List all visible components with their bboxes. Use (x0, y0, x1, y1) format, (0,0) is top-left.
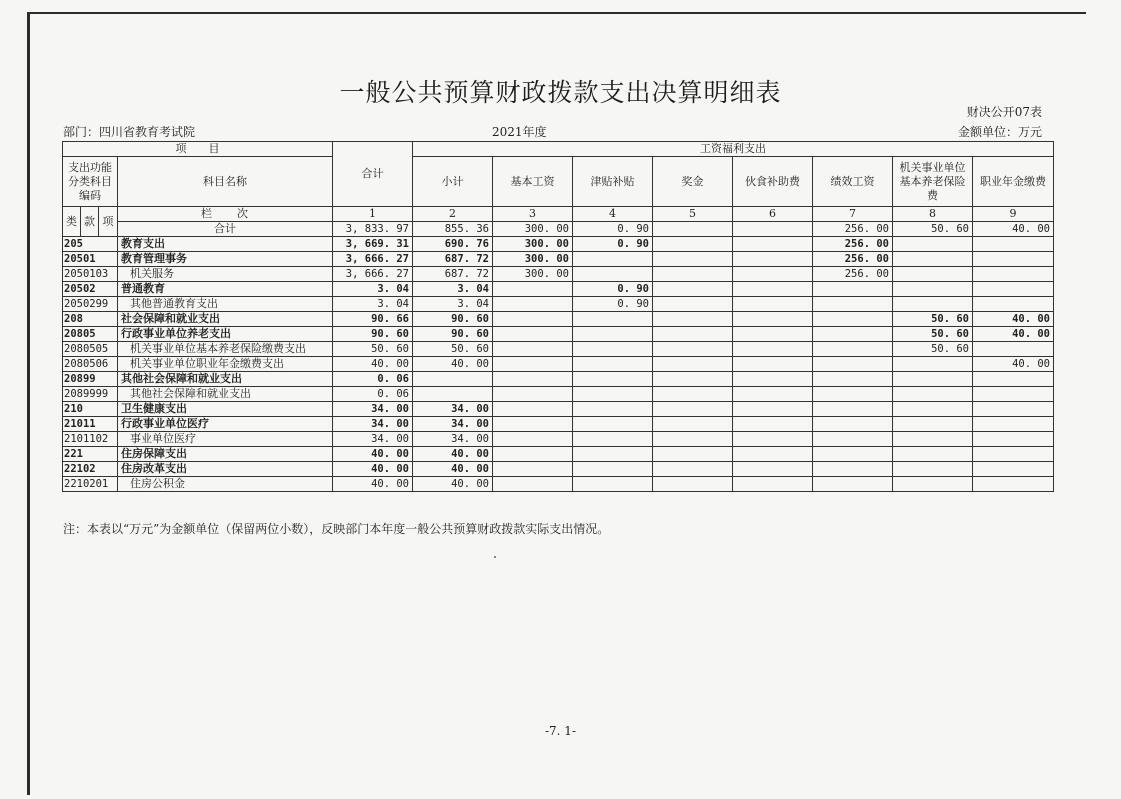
row-value (493, 297, 573, 312)
row-value (973, 477, 1054, 492)
row-value (973, 267, 1054, 282)
row-value (653, 432, 733, 447)
row-value (653, 342, 733, 357)
row-value (493, 327, 573, 342)
table-row (63, 417, 1054, 432)
table-row (63, 312, 1054, 327)
row-value (653, 462, 733, 477)
row-value: 0. 90 (573, 297, 653, 312)
row-value (493, 312, 573, 327)
col-number: 5 (653, 207, 733, 222)
row-value (733, 327, 813, 342)
total-value: 855. 36 (413, 222, 493, 237)
row-value: 3, 666. 27 (333, 252, 413, 267)
row-value (653, 252, 733, 267)
row-value (493, 342, 573, 357)
row-name: 住房公积金 (118, 477, 333, 492)
page-number: -7. 1- (544, 724, 576, 738)
top-border-line (28, 12, 1086, 14)
row-name: 卫生健康支出 (118, 402, 333, 417)
lei-header: 类 (63, 207, 81, 237)
row-value (653, 372, 733, 387)
row-value (573, 462, 653, 477)
row-value: 0. 06 (333, 387, 413, 402)
row-value: 0. 06 (333, 372, 413, 387)
row-value (973, 372, 1054, 387)
row-value (733, 432, 813, 447)
row-value (973, 402, 1054, 417)
page-title: 一般公共预算财政拨款支出决算明细表 (339, 78, 782, 107)
row-value (813, 387, 893, 402)
row-value: 300. 00 (493, 252, 573, 267)
table-row (63, 282, 1054, 297)
row-value (733, 477, 813, 492)
col-number: 1 (333, 207, 413, 222)
row-value (653, 282, 733, 297)
row-code: 2080505 (63, 342, 118, 357)
row-value: 34. 00 (333, 432, 413, 447)
row-value (813, 477, 893, 492)
row-value (813, 357, 893, 372)
row-value (733, 462, 813, 477)
row-value (973, 447, 1054, 462)
row-code: 2050103 (63, 267, 118, 282)
row-code: 20502 (63, 282, 118, 297)
row-value (893, 432, 973, 447)
row-name: 住房改革支出 (118, 462, 333, 477)
row-name: 其他社会保障和就业支出 (118, 372, 333, 387)
row-value (733, 447, 813, 462)
row-code: 205 (63, 237, 118, 252)
row-value (653, 267, 733, 282)
row-value: 3. 04 (413, 297, 493, 312)
row-value (813, 432, 893, 447)
row-name: 其他普通教育支出 (118, 297, 333, 312)
row-value: 687. 72 (413, 252, 493, 267)
row-name: 社会保障和就业支出 (118, 312, 333, 327)
row-value: 90. 60 (413, 312, 493, 327)
row-value (973, 417, 1054, 432)
row-name: 机关事业单位基本养老保险缴费支出 (118, 342, 333, 357)
row-value (573, 357, 653, 372)
table-row (63, 372, 1054, 387)
col-number: 6 (733, 207, 813, 222)
row-value (733, 237, 813, 252)
row-value: 40. 00 (973, 327, 1054, 342)
row-value: 3. 04 (413, 282, 493, 297)
row-value (493, 432, 573, 447)
row-value (653, 327, 733, 342)
table-row (63, 387, 1054, 402)
row-value: 300. 00 (493, 267, 573, 282)
lanci-label: 栏 次 (118, 207, 333, 222)
col-number: 2 (413, 207, 493, 222)
col-number: 7 (813, 207, 893, 222)
left-border-line (27, 12, 30, 795)
row-value (733, 312, 813, 327)
row-value (413, 372, 493, 387)
row-value: 40. 00 (413, 462, 493, 477)
row-value (893, 297, 973, 312)
col-number: 9 (973, 207, 1054, 222)
expenditure-table (62, 141, 1054, 492)
row-value (573, 327, 653, 342)
row-name: 教育管理事务 (118, 252, 333, 267)
row-value: 50. 60 (333, 342, 413, 357)
kuan-header: 款 (81, 207, 99, 237)
row-code: 2089999 (63, 387, 118, 402)
row-value (573, 402, 653, 417)
row-value (733, 402, 813, 417)
row-value: 40. 00 (413, 477, 493, 492)
row-value (493, 447, 573, 462)
item-header: 项 目 (63, 142, 333, 157)
row-value (893, 357, 973, 372)
row-value: 256. 00 (813, 237, 893, 252)
row-value (733, 417, 813, 432)
row-name: 住房保障支出 (118, 447, 333, 462)
row-value (893, 417, 973, 432)
row-name: 事业单位医疗 (118, 432, 333, 447)
row-value (653, 477, 733, 492)
row-code: 2080506 (63, 357, 118, 372)
total-row-label: 合计 (118, 222, 333, 237)
row-value: 0. 90 (573, 282, 653, 297)
row-value: 50. 60 (893, 327, 973, 342)
name-column-header: 科目名称 (118, 157, 333, 207)
row-value (493, 372, 573, 387)
row-value (653, 447, 733, 462)
bonus-header: 奖金 (653, 157, 733, 207)
table-row (63, 327, 1054, 342)
row-value: 50. 60 (893, 342, 973, 357)
table-row (63, 432, 1054, 447)
row-value (813, 297, 893, 312)
row-value (573, 432, 653, 447)
total-header: 合计 (333, 142, 413, 207)
row-value (493, 387, 573, 402)
row-name: 教育支出 (118, 237, 333, 252)
row-value (573, 312, 653, 327)
row-value: 34. 00 (413, 417, 493, 432)
row-value: 40. 00 (413, 357, 493, 372)
row-code: 20805 (63, 327, 118, 342)
row-value (893, 267, 973, 282)
row-value (733, 387, 813, 402)
table-row (63, 267, 1054, 282)
row-code: 208 (63, 312, 118, 327)
row-value (893, 282, 973, 297)
row-value (493, 402, 573, 417)
row-value: 34. 00 (413, 402, 493, 417)
row-value (893, 372, 973, 387)
row-name: 行政事业单位医疗 (118, 417, 333, 432)
department-label: 部门：四川省教育考试院 (63, 125, 196, 139)
table-row (63, 237, 1054, 252)
row-value (813, 312, 893, 327)
row-value (813, 402, 893, 417)
row-code: 20899 (63, 372, 118, 387)
basic-wage-header: 基本工资 (493, 157, 573, 207)
row-value (493, 357, 573, 372)
row-value: 3, 666. 27 (333, 267, 413, 282)
row-value (653, 237, 733, 252)
row-value (893, 462, 973, 477)
row-value: 3. 04 (333, 282, 413, 297)
row-value (973, 252, 1054, 267)
row-value (493, 282, 573, 297)
row-value (573, 372, 653, 387)
row-value: 40. 00 (333, 447, 413, 462)
table-row (63, 402, 1054, 417)
row-value (813, 342, 893, 357)
performance-wage-header: 绩效工资 (813, 157, 893, 207)
row-value (653, 387, 733, 402)
row-value: 3, 669. 31 (333, 237, 413, 252)
row-value (813, 447, 893, 462)
row-value (973, 462, 1054, 477)
row-code: 2210201 (63, 477, 118, 492)
col-number: 3 (493, 207, 573, 222)
total-row (63, 222, 1054, 237)
wage-group-header: 工资福利支出 (413, 142, 1054, 157)
row-name: 其他社会保障和就业支出 (118, 387, 333, 402)
row-value (653, 402, 733, 417)
amount-unit: 金额单位：万元 (957, 125, 1042, 139)
row-code: 2050299 (63, 297, 118, 312)
row-value (893, 402, 973, 417)
form-number: 财决公开07表 (966, 105, 1042, 119)
col-number: 8 (893, 207, 973, 222)
table-row (63, 477, 1054, 492)
row-value (413, 387, 493, 402)
row-value: 50. 60 (893, 312, 973, 327)
row-value (733, 342, 813, 357)
row-code: 21011 (63, 417, 118, 432)
row-value: 0. 90 (573, 237, 653, 252)
xiang-header: 项 (99, 207, 118, 237)
row-value (973, 432, 1054, 447)
row-value (813, 372, 893, 387)
row-value (653, 312, 733, 327)
row-value (813, 417, 893, 432)
row-value (733, 282, 813, 297)
table-row (63, 297, 1054, 312)
row-value (653, 357, 733, 372)
row-value: 40. 00 (413, 447, 493, 462)
subtotal-header: 小计 (413, 157, 493, 207)
row-value: 40. 00 (333, 477, 413, 492)
row-value (493, 417, 573, 432)
row-value (973, 297, 1054, 312)
row-value (893, 447, 973, 462)
row-value: 256. 00 (813, 252, 893, 267)
row-value (973, 237, 1054, 252)
row-value: 50. 60 (413, 342, 493, 357)
row-value (653, 297, 733, 312)
row-value (493, 477, 573, 492)
total-value: 256. 00 (813, 222, 893, 237)
row-value (733, 357, 813, 372)
row-value (653, 417, 733, 432)
row-value: 40. 00 (333, 357, 413, 372)
occupational-annuity-header: 职业年金缴费 (973, 157, 1054, 207)
table-row (63, 252, 1054, 267)
row-value: 90. 66 (333, 312, 413, 327)
row-value: 40. 00 (973, 357, 1054, 372)
total-value: 0. 90 (573, 222, 653, 237)
row-value (733, 267, 813, 282)
table-row (63, 462, 1054, 477)
row-value (493, 462, 573, 477)
allowance-header: 津贴补贴 (573, 157, 653, 207)
row-code: 20501 (63, 252, 118, 267)
row-value (573, 387, 653, 402)
row-value: 34. 00 (333, 417, 413, 432)
row-value: 90. 60 (413, 327, 493, 342)
row-value: 90. 60 (333, 327, 413, 342)
table-row (63, 342, 1054, 357)
row-value (893, 237, 973, 252)
row-code: 210 (63, 402, 118, 417)
code-column-header: 支出功能分类科目编码 (63, 157, 118, 207)
row-value: 40. 00 (333, 462, 413, 477)
row-value: 40. 00 (973, 312, 1054, 327)
row-code: 221 (63, 447, 118, 462)
row-value (573, 447, 653, 462)
meal-subsidy-header: 伙食补助费 (733, 157, 813, 207)
row-value: 687. 72 (413, 267, 493, 282)
row-value (733, 372, 813, 387)
row-value: 3. 04 (333, 297, 413, 312)
row-name: 普通教育 (118, 282, 333, 297)
total-value (653, 222, 733, 237)
row-value (813, 462, 893, 477)
row-value (573, 252, 653, 267)
row-value (973, 387, 1054, 402)
total-value: 40. 00 (973, 222, 1054, 237)
row-value (893, 477, 973, 492)
row-value (573, 342, 653, 357)
row-code: 22102 (63, 462, 118, 477)
row-value (573, 417, 653, 432)
fiscal-year: 2021年度 (492, 125, 547, 139)
row-name: 机关服务 (118, 267, 333, 282)
row-value (893, 252, 973, 267)
table-row (63, 447, 1054, 462)
row-value (733, 297, 813, 312)
pension-insurance-header: 机关事业单位基本养老保险费 (893, 157, 973, 207)
row-value (973, 282, 1054, 297)
row-name: 行政事业单位养老支出 (118, 327, 333, 342)
total-value (733, 222, 813, 237)
table-row (63, 357, 1054, 372)
footnote: 注：本表以“万元”为金额单位（保留两位小数），反映部门本年度一般公共预算财政拨款实际支出情况。 (63, 522, 610, 536)
row-name: 机关事业单位职业年金缴费支出 (118, 357, 333, 372)
scan-speck (494, 556, 496, 558)
col-number: 4 (573, 207, 653, 222)
row-value: 690. 76 (413, 237, 493, 252)
row-value (573, 267, 653, 282)
row-value (813, 327, 893, 342)
row-value: 300. 00 (493, 237, 573, 252)
row-value (893, 387, 973, 402)
row-value (813, 282, 893, 297)
row-code: 2101102 (63, 432, 118, 447)
total-value: 50. 60 (893, 222, 973, 237)
total-value: 300. 00 (493, 222, 573, 237)
row-value (573, 477, 653, 492)
row-value: 256. 00 (813, 267, 893, 282)
row-value: 34. 00 (333, 402, 413, 417)
row-value (733, 252, 813, 267)
total-value: 3, 833. 97 (333, 222, 413, 237)
row-value: 34. 00 (413, 432, 493, 447)
row-value (973, 342, 1054, 357)
